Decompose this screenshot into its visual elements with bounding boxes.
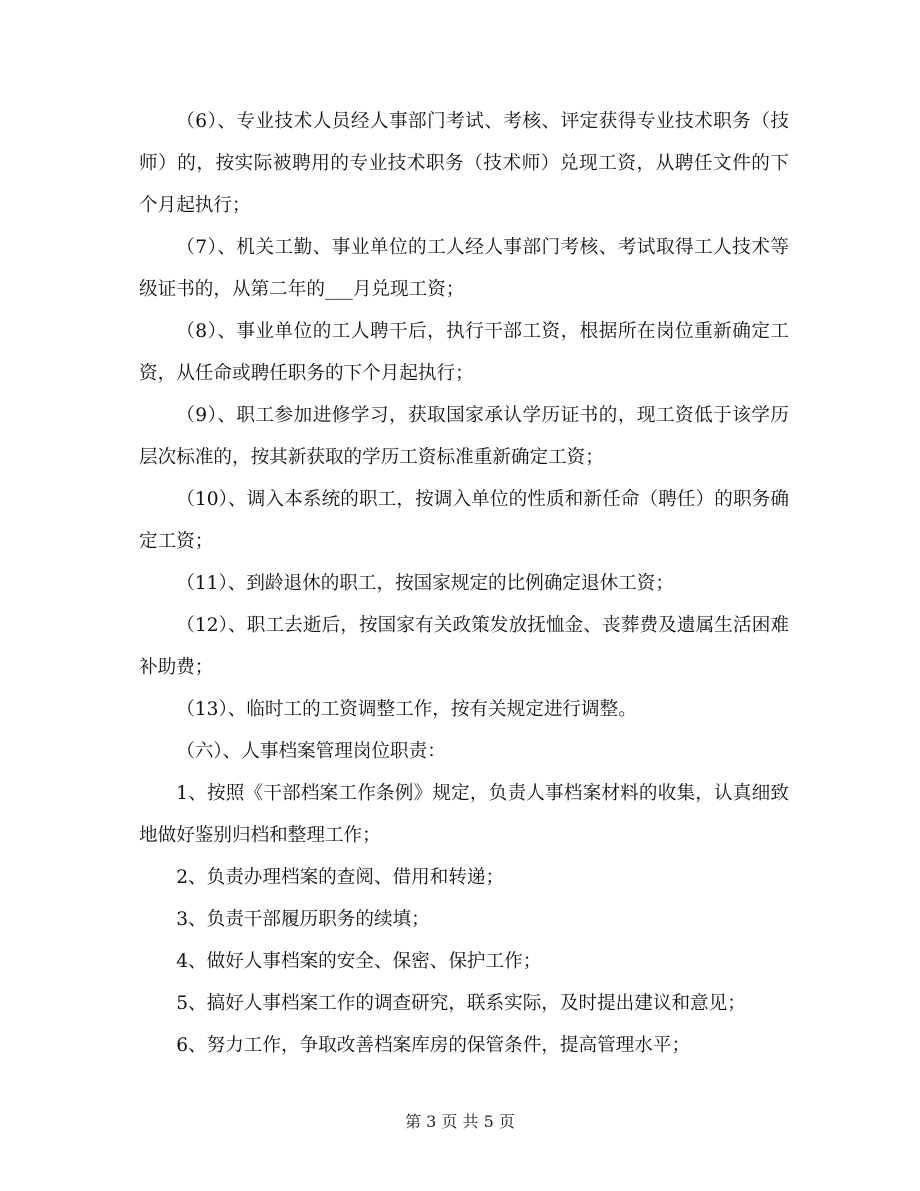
paragraph-item-11: （11）、到龄退休的职工，按国家规定的比例确定退休工资； bbox=[176, 573, 674, 594]
duty-item-6: 6、努力工作，争取改善档案库房的保管条件，提高管理水平； bbox=[176, 1035, 691, 1056]
page-number-footer: 第 3 页 共 5 页 bbox=[405, 1112, 515, 1131]
duty-item-1: 1、按照《干部档案工作条例》规定，负责人事档案材料的收集，认真细致地做好鉴别归档和整理工作； bbox=[139, 783, 789, 846]
paragraph-item-10: （10）、调入本系统的职工，按调入单位的性质和新任命（聘任）的职务确定工资； bbox=[139, 489, 789, 552]
paragraph-item-9: （9）、职工参加进修学习，获取国家承认学历证书的，现工资低于该学历层次标准的，按其新获取的学历工资标准重新确定工资； bbox=[139, 405, 789, 468]
duty-item-4: 4、做好人事档案的安全、保密、保护工作； bbox=[176, 951, 542, 972]
paragraph-item-7: （7）、机关工勤、事业单位的工人经人事部门考核、考试取得工人技术等级证书的，从第二年的___月兑现工资； bbox=[139, 237, 789, 300]
section-heading-archives: （六）、人事档案管理岗位职责： bbox=[176, 741, 446, 762]
paragraph-item-12: （12）、职工去逝后，按国家有关政策发放抚恤金、丧葬费及遗属生活困难补助费； bbox=[139, 615, 789, 678]
paragraph-item-13: （13）、临时工的工资调整工作，按有关规定进行调整。 bbox=[176, 699, 637, 720]
paragraph-item-8: （8）、事业单位的工人聘干后，执行干部工资，根据所在岗位重新确定工资，从任命或聘任职务的下个月起执行； bbox=[139, 321, 789, 384]
duty-item-2: 2、负责办理档案的查阅、借用和转递； bbox=[176, 867, 505, 888]
paragraph-item-6: （6）、专业技术人员经人事部门考试、考核、评定获得专业技术职务（技师）的，按实际被聘用的专业技术职务（技术师）兑现工资，从聘任文件的下个月起执行； bbox=[139, 111, 789, 216]
duty-item-5: 5、搞好人事档案工作的调查研究，联系实际，及时提出建议和意见； bbox=[176, 993, 746, 1014]
duty-item-3: 3、负责干部履历职务的续填； bbox=[176, 909, 430, 930]
document-body bbox=[139, 101, 789, 1067]
